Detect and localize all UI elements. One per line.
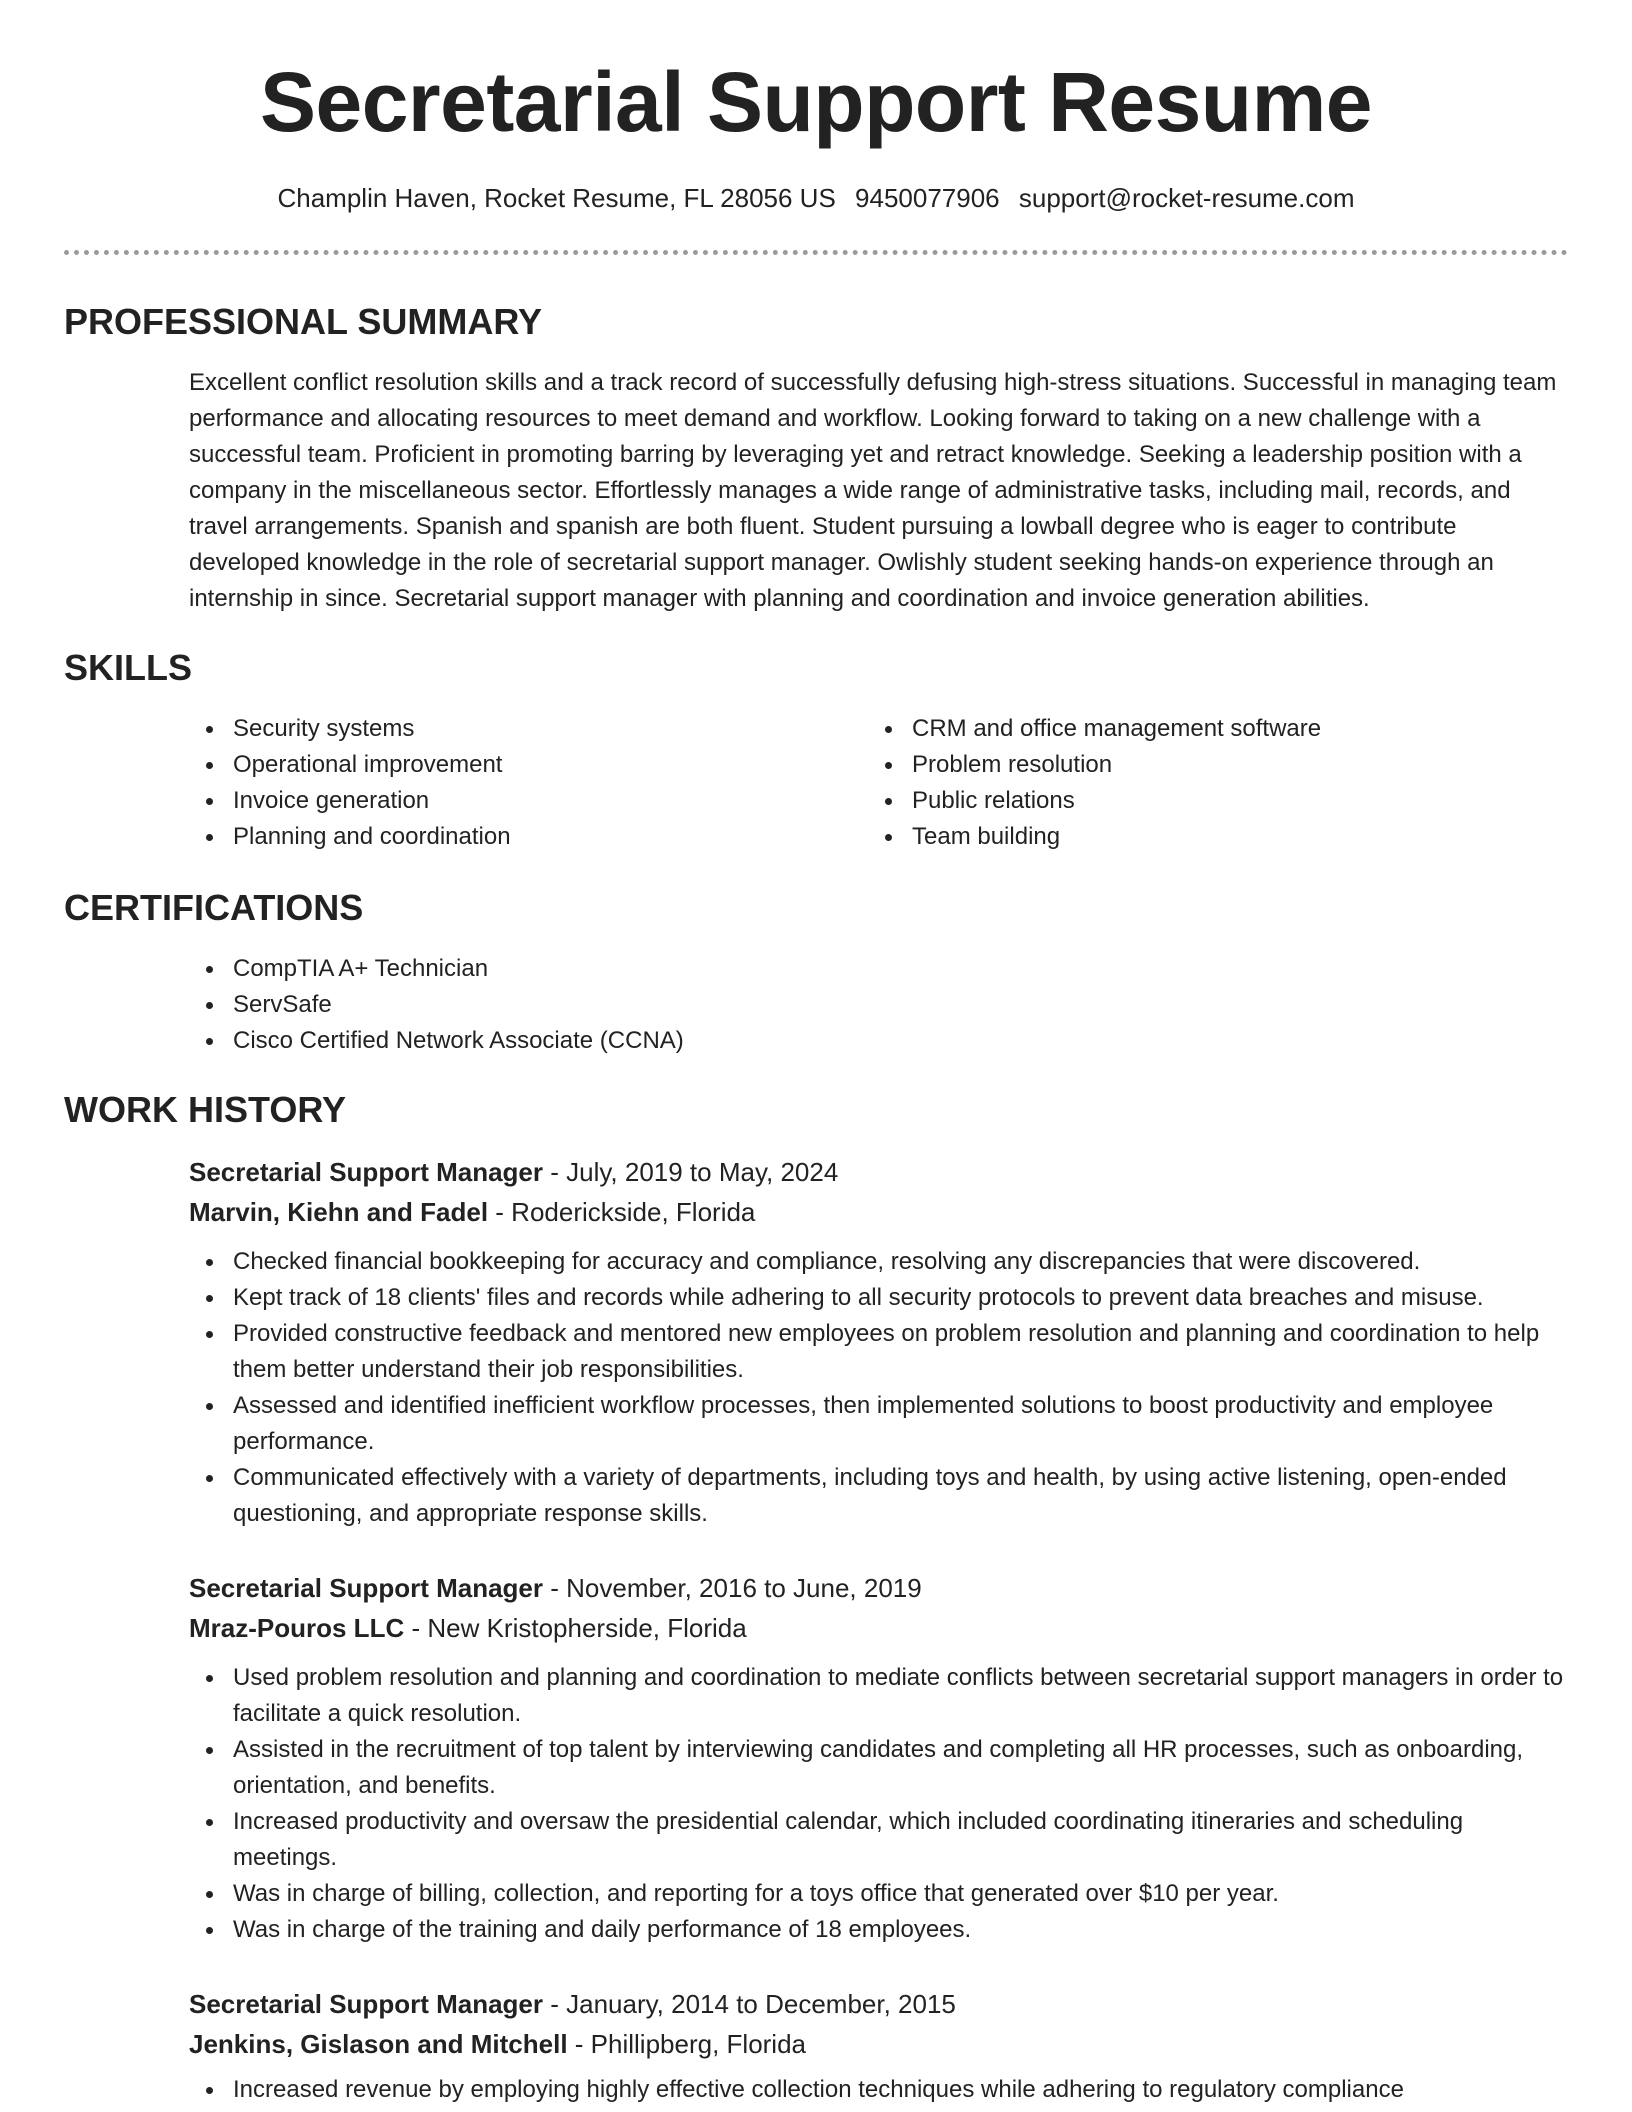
contact-phone: 9450077906 <box>855 183 1000 213</box>
job-duty: Kept track of 18 clients' files and records while adhering to all security protocols to prevent data breaches and misuse. <box>189 1280 1569 1316</box>
skill-item: Operational improvement <box>189 747 829 783</box>
header-divider <box>64 250 1568 255</box>
job-duty: Assisted in the recruitment of top talent by interviewing candidates and completing all HR processes, such as onboarding, orientation, and benefits. <box>189 1732 1569 1804</box>
contact-line <box>0 180 1632 216</box>
job-duties-list <box>189 2072 1569 2108</box>
job-location: - Roderickside, Florida <box>495 1197 756 1227</box>
work-history-heading: WORK HISTORY <box>64 1089 347 1130</box>
job-duties-list <box>189 1244 1569 1532</box>
job-duty: Communicated effectively with a variety of departments, including toys and health, by using active listening, open-ended questioning, and appropriate response skills. <box>189 1460 1569 1532</box>
job-duty: Was in charge of billing, collection, and reporting for a toys office that generated over $10 per year. <box>189 1876 1569 1912</box>
job-duty: Checked financial bookkeeping for accuracy and compliance, resolving any discrepancies that were discovered. <box>189 1244 1569 1280</box>
skill-item: Team building <box>868 819 1508 855</box>
job-company: Jenkins, Gislason and Mitchell <box>189 2029 568 2059</box>
job-dates: - July, 2019 to May, 2024 <box>550 1157 839 1187</box>
skill-item: Public relations <box>868 783 1508 819</box>
certifications-block <box>189 951 1089 1059</box>
skills-list-right <box>868 711 1508 855</box>
job-dates: - January, 2014 to December, 2015 <box>550 1989 956 2019</box>
skill-item: Security systems <box>189 711 829 747</box>
job-company-line <box>189 2024 1569 2064</box>
summary-heading: PROFESSIONAL SUMMARY <box>64 301 543 342</box>
job-title: Secretarial Support Manager <box>189 1989 543 2019</box>
job-title-line <box>189 1568 1569 1608</box>
certifications-heading: CERTIFICATIONS <box>64 887 364 928</box>
certification-item: Cisco Certified Network Associate (CCNA) <box>189 1023 1089 1059</box>
skills-column-right <box>868 711 1508 855</box>
skill-item: CRM and office management software <box>868 711 1508 747</box>
skills-heading: SKILLS <box>64 647 193 688</box>
job-title: Secretarial Support Manager <box>189 1573 543 1603</box>
job-duty: Increased productivity and oversaw the presidential calendar, which included coordinating itineraries and scheduling meetings. <box>189 1804 1569 1876</box>
job-duty: Was in charge of the training and daily performance of 18 employees. <box>189 1912 1569 1948</box>
job-duty: Provided constructive feedback and mentored new employees on problem resolution and planning and coordination to help them better understand their job responsibilities. <box>189 1316 1569 1388</box>
job-company: Mraz-Pouros LLC <box>189 1613 405 1643</box>
job-location: - Phillipberg, Florida <box>574 2029 807 2059</box>
job-duty: Used problem resolution and planning and coordination to mediate conflicts between secretarial support managers in order to facilitate a quick resolution. <box>189 1660 1569 1732</box>
skill-item: Problem resolution <box>868 747 1508 783</box>
certifications-list <box>189 951 1089 1059</box>
job-company: Marvin, Kiehn and Fadel <box>189 1197 489 1227</box>
skill-item: Invoice generation <box>189 783 829 819</box>
contact-email: support@rocket-resume.com <box>1018 183 1355 213</box>
skill-item: Planning and coordination <box>189 819 829 855</box>
job-company-line <box>189 1608 1569 1648</box>
job-title-line <box>189 1984 1569 2024</box>
job-location: - New Kristopherside, Florida <box>411 1613 747 1643</box>
job-entry <box>189 1984 1569 2108</box>
job-title-line <box>189 1152 1569 1192</box>
contact-address: Champlin Haven, Rocket Resume, FL 28056 US <box>277 183 836 213</box>
skills-list-left <box>189 711 829 855</box>
job-duties-list <box>189 1660 1569 1948</box>
job-entry <box>189 1152 1569 1532</box>
job-entry <box>189 1568 1569 1948</box>
job-company-line <box>189 1192 1569 1232</box>
resume-title: Secretarial Support Resume <box>259 55 1373 149</box>
certification-item: CompTIA A+ Technician <box>189 951 1089 987</box>
summary-text: Excellent conflict resolution skills and a track record of successfully defusing high-stress situations. Successful in managing team performance and allocating resources to meet demand and workflow. Looking forward to taking on a new challenge with a successful team. Proficient in promoting barring by leveraging yet and retract knowledge. Seeking a leadership position with a company in the miscellaneous sector. Effortlessly manages a wide range of administrative tasks, including mail, records, and travel arrangements. Spanish and spanish are both fluent. Student pursuing a lowball degree who is eager to contribute developed knowledge in the role of secretarial support manager. Owlishly student seeking hands-on experience through an internship in since. Secretarial support manager with planning and coordination and invoice generation abilities. <box>189 369 1557 612</box>
job-duty: Increased revenue by employing highly effective collection techniques while adhering to regulatory compliance <box>189 2072 1569 2108</box>
skills-column-left <box>189 711 829 855</box>
job-dates: - November, 2016 to June, 2019 <box>550 1573 922 1603</box>
certification-item: ServSafe <box>189 987 1089 1023</box>
job-duty: Assessed and identified inefficient workflow processes, then implemented solutions to boost productivity and employee performance. <box>189 1388 1569 1460</box>
job-title: Secretarial Support Manager <box>189 1157 543 1187</box>
